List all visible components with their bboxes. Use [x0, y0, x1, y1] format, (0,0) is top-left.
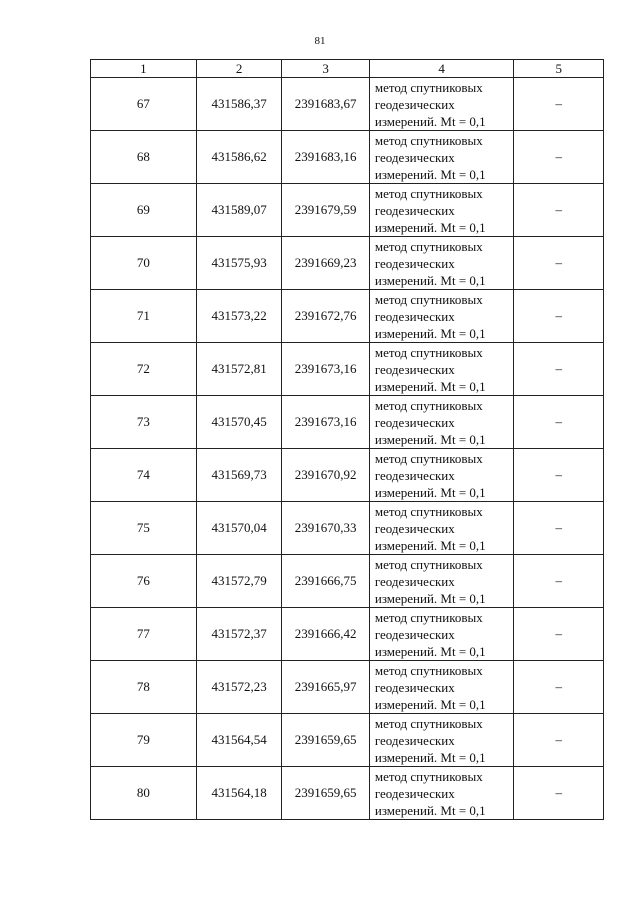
method-line-3: измерений. Mt = 0,1 [374, 537, 486, 553]
method-cell [369, 714, 514, 767]
point-number-cell: 72 [91, 343, 197, 396]
method-line-3: измерений. Mt = 0,1 [374, 643, 486, 659]
method-line-2: геодезических [374, 361, 455, 377]
method-cell [369, 290, 514, 343]
column-header-3: 3 [282, 60, 370, 78]
x-coordinate-cell: 431572,37 [196, 608, 282, 661]
x-coordinate-cell: 431575,93 [196, 237, 282, 290]
method-line-1: метод спутниковых [374, 79, 483, 95]
method-line-1: метод спутниковых [374, 397, 483, 413]
table-body [91, 78, 604, 820]
x-coordinate-cell: 431569,73 [196, 449, 282, 502]
table-row [91, 290, 604, 343]
method-cell [369, 608, 514, 661]
method-line-2: геодезических [374, 785, 455, 801]
y-coordinate-cell: 2391673,16 [282, 343, 370, 396]
method-line-1: метод спутниковых [374, 291, 483, 307]
table-row [91, 767, 604, 820]
method-line-1: метод спутниковых [374, 715, 483, 731]
column-5-cell: – [514, 78, 604, 131]
x-coordinate-cell: 431586,37 [196, 78, 282, 131]
y-coordinate-cell: 2391670,92 [282, 449, 370, 502]
y-coordinate-cell: 2391659,65 [282, 714, 370, 767]
method-line-2: геодезических [374, 626, 455, 642]
method-line-3: измерений. Mt = 0,1 [374, 113, 486, 129]
x-coordinate-cell: 431572,79 [196, 555, 282, 608]
x-coordinate-cell: 431586,62 [196, 131, 282, 184]
table-row [91, 502, 604, 555]
page-number: 81 [314, 35, 326, 47]
method-line-3: измерений. Mt = 0,1 [374, 484, 486, 500]
method-line-2: геодезических [374, 679, 455, 695]
x-coordinate-cell: 431572,81 [196, 343, 282, 396]
x-coordinate-cell: 431572,23 [196, 661, 282, 714]
x-coordinate-cell: 431573,22 [196, 290, 282, 343]
x-coordinate-cell: 431564,18 [196, 767, 282, 820]
table-row [91, 131, 604, 184]
method-line-3: измерений. Mt = 0,1 [374, 219, 486, 235]
method-line-1: метод спутниковых [374, 344, 483, 360]
y-coordinate-cell: 2391666,42 [282, 608, 370, 661]
y-coordinate-cell: 2391673,16 [282, 396, 370, 449]
point-number-cell: 74 [91, 449, 197, 502]
column-5-cell: – [514, 290, 604, 343]
method-line-2: геодезических [374, 308, 455, 324]
method-line-3: измерений. Mt = 0,1 [374, 802, 486, 818]
coordinates-table [90, 59, 604, 820]
column-5-cell: – [514, 237, 604, 290]
method-cell [369, 343, 514, 396]
method-line-3: измерений. Mt = 0,1 [374, 272, 486, 288]
table-row [91, 608, 604, 661]
y-coordinate-cell: 2391672,76 [282, 290, 370, 343]
column-5-cell: – [514, 343, 604, 396]
method-line-3: измерений. Mt = 0,1 [374, 431, 486, 447]
method-cell [369, 661, 514, 714]
y-coordinate-cell: 2391665,97 [282, 661, 370, 714]
y-coordinate-cell: 2391683,67 [282, 78, 370, 131]
x-coordinate-cell: 431570,45 [196, 396, 282, 449]
method-cell [369, 449, 514, 502]
y-coordinate-cell: 2391670,33 [282, 502, 370, 555]
method-line-2: геодезических [374, 149, 455, 165]
column-header-2: 2 [196, 60, 282, 78]
table-header-row [91, 60, 604, 78]
point-number-cell: 73 [91, 396, 197, 449]
column-5-cell: – [514, 131, 604, 184]
method-line-1: метод спутниковых [374, 556, 483, 572]
column-5-cell: – [514, 449, 604, 502]
method-line-3: измерений. Mt = 0,1 [374, 696, 486, 712]
method-line-2: геодезических [374, 732, 455, 748]
point-number-cell: 75 [91, 502, 197, 555]
method-cell [369, 78, 514, 131]
column-5-cell: – [514, 714, 604, 767]
column-5-cell: – [514, 608, 604, 661]
column-5-cell: – [514, 555, 604, 608]
table-row [91, 555, 604, 608]
column-header-4: 4 [369, 60, 514, 78]
method-line-2: геодезических [374, 414, 455, 430]
method-cell [369, 184, 514, 237]
table-row [91, 396, 604, 449]
method-cell [369, 555, 514, 608]
method-cell [369, 502, 514, 555]
x-coordinate-cell: 431570,04 [196, 502, 282, 555]
column-5-cell: – [514, 184, 604, 237]
table-row [91, 449, 604, 502]
y-coordinate-cell: 2391683,16 [282, 131, 370, 184]
method-line-1: метод спутниковых [374, 768, 483, 784]
table-row [91, 237, 604, 290]
table-row [91, 78, 604, 131]
method-line-1: метод спутниковых [374, 132, 483, 148]
x-coordinate-cell: 431564,54 [196, 714, 282, 767]
method-line-3: измерений. Mt = 0,1 [374, 590, 486, 606]
point-number-cell: 68 [91, 131, 197, 184]
method-line-1: метод спутниковых [374, 185, 483, 201]
point-number-cell: 70 [91, 237, 197, 290]
method-line-1: метод спутниковых [374, 450, 483, 466]
method-line-3: измерений. Mt = 0,1 [374, 166, 486, 182]
column-header-5: 5 [514, 60, 604, 78]
method-line-2: геодезических [374, 96, 455, 112]
point-number-cell: 80 [91, 767, 197, 820]
method-cell [369, 131, 514, 184]
method-line-1: метод спутниковых [374, 503, 483, 519]
method-line-2: геодезических [374, 573, 455, 589]
y-coordinate-cell: 2391669,23 [282, 237, 370, 290]
method-line-2: геодезических [374, 467, 455, 483]
point-number-cell: 77 [91, 608, 197, 661]
method-cell [369, 396, 514, 449]
column-5-cell: – [514, 767, 604, 820]
y-coordinate-cell: 2391679,59 [282, 184, 370, 237]
method-cell [369, 767, 514, 820]
method-line-3: измерений. Mt = 0,1 [374, 325, 486, 341]
y-coordinate-cell: 2391659,65 [282, 767, 370, 820]
y-coordinate-cell: 2391666,75 [282, 555, 370, 608]
point-number-cell: 76 [91, 555, 197, 608]
table-row [91, 343, 604, 396]
table-row [91, 714, 604, 767]
point-number-cell: 78 [91, 661, 197, 714]
method-line-1: метод спутниковых [374, 609, 483, 625]
column-5-cell: – [514, 396, 604, 449]
point-number-cell: 79 [91, 714, 197, 767]
x-coordinate-cell: 431589,07 [196, 184, 282, 237]
method-line-1: метод спутниковых [374, 662, 483, 678]
table-row [91, 184, 604, 237]
method-line-2: геодезических [374, 202, 455, 218]
method-line-2: геодезических [374, 255, 455, 271]
point-number-cell: 67 [91, 78, 197, 131]
column-header-1: 1 [91, 60, 197, 78]
method-line-3: измерений. Mt = 0,1 [374, 749, 486, 765]
method-line-2: геодезических [374, 520, 455, 536]
method-line-1: метод спутниковых [374, 238, 483, 254]
column-5-cell: – [514, 502, 604, 555]
point-number-cell: 69 [91, 184, 197, 237]
column-5-cell: – [514, 661, 604, 714]
method-line-3: измерений. Mt = 0,1 [374, 378, 486, 394]
table-row [91, 661, 604, 714]
point-number-cell: 71 [91, 290, 197, 343]
method-cell [369, 237, 514, 290]
